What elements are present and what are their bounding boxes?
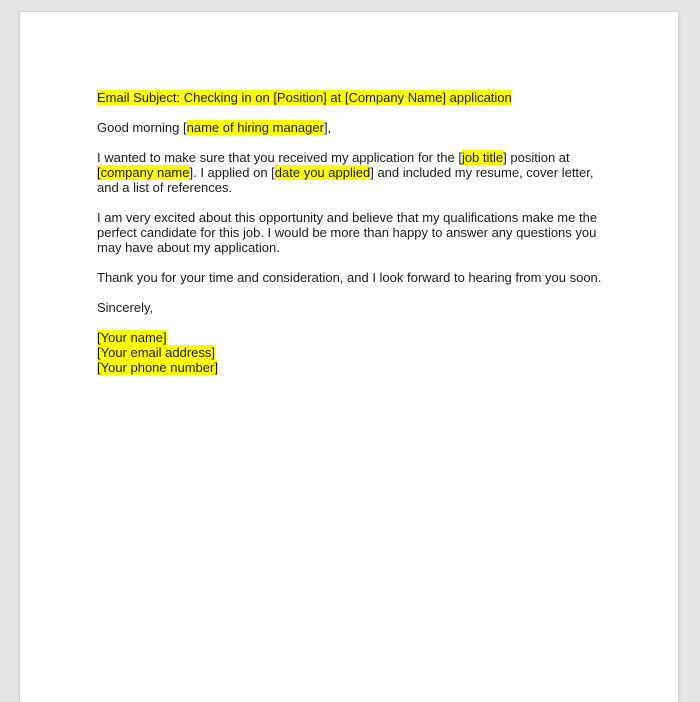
your-name-placeholder: [Your name] (97, 330, 167, 345)
your-phone-placeholder: [Your phone number] (97, 360, 218, 375)
greeting-open-bracket: [ (183, 120, 187, 135)
signature-phone-line (97, 360, 617, 375)
letter-body (97, 90, 617, 375)
email-subject-highlight: Email Subject: Checking in on [Position] at [Company Name] application (97, 90, 512, 105)
your-email-placeholder: [Your email address] (97, 345, 216, 360)
para1-text-3: ]. I applied on (189, 165, 272, 180)
signature-name-line (97, 330, 617, 345)
signature-email-line (97, 345, 617, 360)
date-applied-placeholder: date you applied (274, 165, 371, 180)
greeting-line (97, 120, 617, 135)
closing-line: Sincerely, (97, 300, 154, 315)
job-title-open-bracket: [ (458, 150, 462, 165)
para1-text-4: ] and included my resume, cover letter, and a list of references. (97, 165, 594, 195)
hiring-manager-placeholder: name of hiring manager (186, 120, 324, 135)
company-name-placeholder: [company name (97, 165, 190, 180)
greeting-prefix: Good morning (97, 120, 183, 135)
paragraph-thank-you: Thank you for your time and consideration, and I look forward to hearing from you soon. (97, 270, 602, 285)
signature-block (97, 330, 617, 375)
para1-text-1: I wanted to make sure that you received my application for the (97, 150, 459, 165)
paragraph-application-check (97, 150, 617, 195)
job-title-placeholder: job title (461, 150, 504, 165)
greeting-suffix: ], (323, 120, 332, 135)
document-page (20, 12, 678, 702)
para1-text-2: ] position at (503, 150, 570, 165)
date-open-bracket: [ (271, 165, 275, 180)
email-subject-line (97, 90, 617, 105)
paragraph-enthusiasm: I am very excited about this opportunity and believe that my qualifications make me the perfect candidate for this job. I would be more than happy to answer any questions you may have about my application. (97, 210, 598, 255)
